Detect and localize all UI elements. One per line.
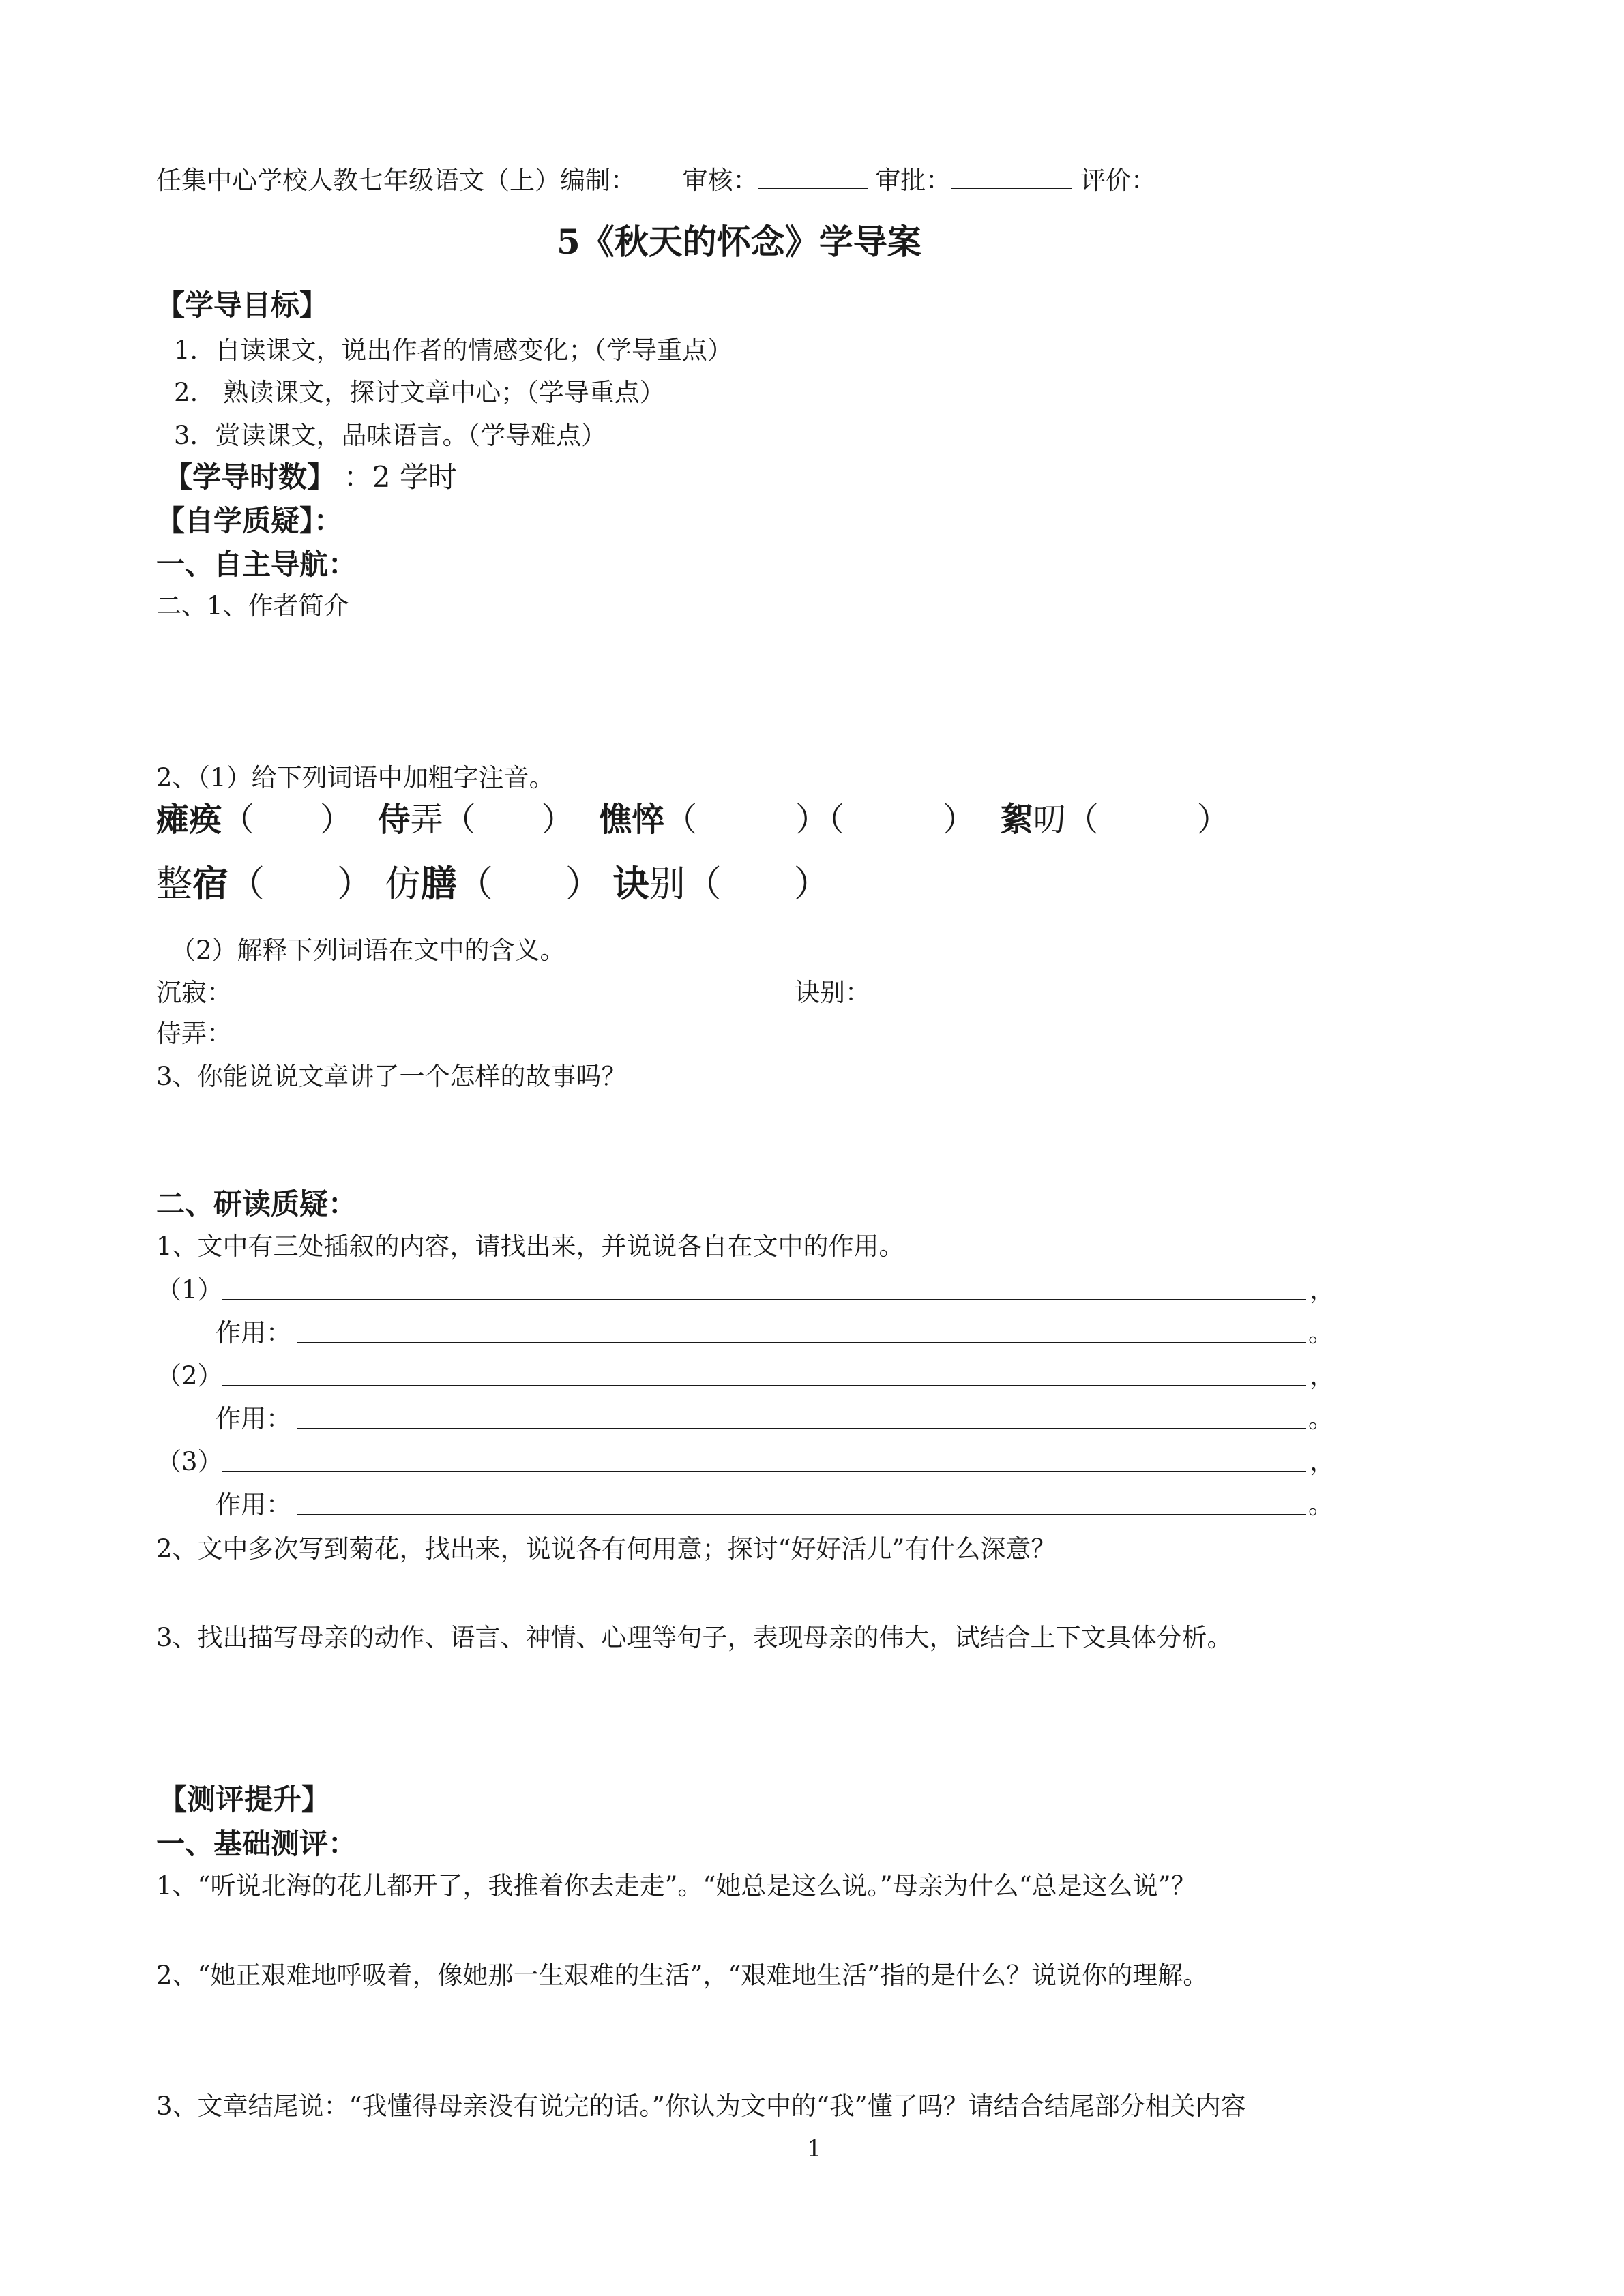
- eval-question: 2、“她正艰难地呼吸着，像她那一生艰难的生活”，“艰难地生活”指的是什么？说说你的理解。: [156, 1960, 1209, 1990]
- word-rest: （ ）: [456, 863, 602, 905]
- header-line: [156, 167, 1156, 193]
- word-bold: 宿: [192, 863, 228, 905]
- word-rest: （ ）: [228, 863, 373, 905]
- chrysanthemum-question: 2、文中多次写到菊花，找出来，说说各有何用意；探讨“好好活儿”有什么深意？: [156, 1534, 1057, 1564]
- header-approve-blank[interactable]: [951, 167, 1072, 189]
- goals-heading: 【学导目标】: [156, 288, 329, 322]
- word-bold: 侍: [377, 801, 411, 839]
- answer-line[interactable]: [297, 1514, 1306, 1515]
- word-pre: 仿: [384, 863, 421, 905]
- answer-line[interactable]: [222, 1471, 1306, 1472]
- goal-item: 3．赏读课文，品味语言。（学导难点）: [174, 421, 607, 450]
- role-label: 作用：: [216, 1404, 291, 1433]
- word-bold: 诀: [612, 863, 649, 905]
- page-title: 5《秋天的怀念》学导案: [557, 222, 921, 262]
- words-row-1: [156, 801, 1230, 839]
- comma: ，: [1310, 1361, 1335, 1390]
- eval-question: 1、“听说北海的花儿都开了，我推着你去走走”。“她总是这么说。”母亲为什么“总是这么说”？: [156, 1871, 1196, 1900]
- insert-num: （3）: [156, 1447, 223, 1476]
- hours-value: ：2 学时: [343, 460, 457, 494]
- goal-item: 2. 熟读课文，探讨文章中心；（学导重点）: [174, 378, 665, 407]
- words-row-2: [156, 863, 830, 905]
- hours-label: 【学导时数】: [164, 460, 336, 494]
- basic-heading: 一、基础测评：: [156, 1827, 357, 1860]
- mother-question: 3、找出描写母亲的动作、语言、神情、心理等句子，表现母亲的伟大，试结合上下文具体分析。: [156, 1623, 1232, 1652]
- word-rest: （ ）: [222, 801, 353, 839]
- word-bold: 膳: [420, 863, 457, 905]
- word-rest: 弄（ ）: [410, 801, 574, 839]
- insert-num: （1）: [156, 1275, 223, 1304]
- self-study-heading: 【自学质疑】：: [156, 504, 343, 537]
- word-rest: 别（ ）: [649, 863, 830, 905]
- header-school: 任集中心学校人教七年级语文（上）编制：: [156, 166, 636, 195]
- word-bold: 絮: [1000, 801, 1033, 839]
- word-pre: 整: [156, 863, 192, 905]
- research-heading: 二、研读质疑：: [156, 1187, 357, 1221]
- evaluation-heading: 【测评提升】: [158, 1783, 331, 1816]
- eval-question: 3、文章结尾说：“我懂得母亲没有说完的话。”你认为文中的“我”懂了吗？请结合结尾部分相关内容: [156, 2091, 1246, 2121]
- period: 。: [1308, 1318, 1333, 1347]
- header-review-blank[interactable]: [758, 167, 868, 189]
- word-rest: （ ）（ ）: [664, 801, 976, 839]
- term-shinong: 侍弄：: [156, 1019, 232, 1048]
- word-rest: 叨（ ）: [1033, 801, 1230, 839]
- term-jue: 诀别：: [795, 978, 870, 1007]
- period: 。: [1308, 1404, 1333, 1433]
- answer-line[interactable]: [222, 1299, 1306, 1300]
- page-number: 1: [807, 2135, 822, 2162]
- comma: ，: [1310, 1447, 1335, 1476]
- header-evaluate-label: 评价：: [1080, 166, 1157, 195]
- header-approve-label: 审批：: [875, 166, 951, 195]
- hours-line: [164, 460, 457, 494]
- insert-question: 1、文中有三处插叙的内容，请找出来，并说说各自在文中的作用。: [156, 1232, 904, 1261]
- word-bold: 瘫痪: [156, 801, 222, 839]
- role-label: 作用：: [216, 1490, 291, 1519]
- goal-item: 1．自读课文，说出作者的情感变化；（学导重点）: [174, 336, 733, 365]
- period: 。: [1308, 1490, 1333, 1519]
- pinyin-question: 2、（1）给下列词语中加粗字注音。: [156, 763, 555, 792]
- answer-line[interactable]: [222, 1385, 1306, 1386]
- role-label: 作用：: [216, 1318, 291, 1347]
- insert-num: （2）: [156, 1361, 223, 1390]
- comma: ，: [1310, 1275, 1335, 1304]
- term-chenji: 沉寂：: [156, 978, 232, 1007]
- word-bold: 憔悴: [599, 801, 665, 839]
- self-nav-heading: 一、自主导航：: [156, 548, 357, 581]
- header-review-label: 审核：: [682, 166, 758, 195]
- story-question: 3、你能说说文章讲了一个怎样的故事吗？: [156, 1062, 627, 1091]
- answer-line[interactable]: [297, 1428, 1306, 1429]
- answer-line[interactable]: [297, 1342, 1306, 1343]
- author-intro: 二、1、作者简介: [156, 591, 349, 621]
- meaning-question: （2）解释下列词语在文中的含义。: [171, 936, 565, 965]
